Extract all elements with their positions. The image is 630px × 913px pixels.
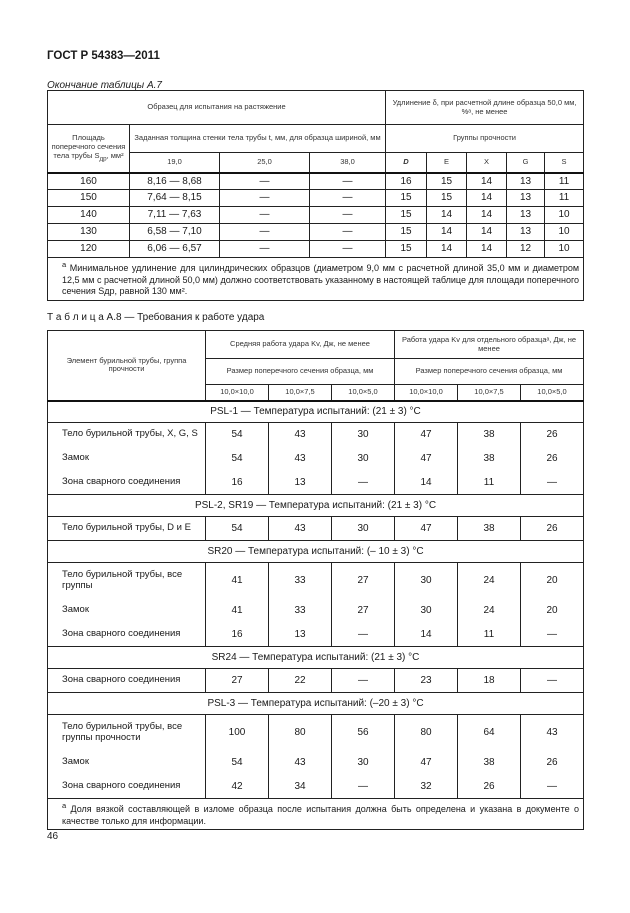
value-cell: 43 — [269, 447, 332, 471]
value-cell: 54 — [206, 423, 269, 447]
value-cell: 54 — [206, 517, 269, 541]
table-a7-footnote: $^а$ Минимальное удлинение для цилиндрических образцов (диаметром 9,0 мм с расчетной длиной 35,0 мм и диаметром 12,5 мм с расчетной длиной 50,0 мм) должно соответствовать указанному в настоящей таблице для площади поперечного сечения Sдр, равной 130 мм². — [48, 258, 584, 301]
section-title: PSL-2, SR19 — Температура испытаний: (21 ± 3) °С — [48, 495, 584, 517]
value-cell: 15 — [386, 241, 427, 258]
size-cell: 10,0×7,5 — [269, 385, 332, 401]
value-cell: 8,16 — 8,68 — [130, 173, 220, 190]
value-cell: 16 — [206, 471, 269, 495]
value-cell: 27 — [332, 563, 395, 599]
section-title: PSL-3 — Температура испытаний: (–20 ± 3) °С — [48, 693, 584, 715]
value-cell: 34 — [269, 775, 332, 799]
value-cell: 43 — [269, 751, 332, 775]
value-cell: 15 — [427, 190, 467, 207]
value-cell: 30 — [395, 563, 458, 599]
table-row — [48, 241, 584, 258]
table-row — [48, 563, 584, 599]
area-cell: 130 — [48, 224, 130, 241]
value-cell: 54 — [206, 751, 269, 775]
value-cell: 14 — [395, 623, 458, 647]
grade-cell: E — [427, 153, 467, 173]
size-cell: 10,0×5,0 — [332, 385, 395, 401]
value-cell: 14 — [467, 173, 507, 190]
value-cell: 24 — [458, 599, 521, 623]
size-cell: 10,0×10,0 — [395, 385, 458, 401]
element-cell: Тело бурильной трубы, X, G, S — [48, 423, 206, 447]
value-cell: 16 — [386, 173, 427, 190]
value-cell: 30 — [332, 447, 395, 471]
value-cell: — — [332, 669, 395, 693]
table-row — [48, 715, 584, 751]
size-cell: 10,0×10,0 — [206, 385, 269, 401]
value-cell: 38 — [458, 751, 521, 775]
value-cell: — — [310, 207, 386, 224]
value-cell: 41 — [206, 563, 269, 599]
value-cell: — — [220, 173, 310, 190]
table-row — [48, 669, 584, 693]
width-cell: 25,0 — [220, 153, 310, 173]
head-average: Средняя работа удара Kv, Дж, не менее — [206, 331, 395, 359]
value-cell: 13 — [507, 207, 545, 224]
value-cell: 6,06 — 6,57 — [130, 241, 220, 258]
value-cell: 10 — [545, 241, 584, 258]
element-cell: Замок — [48, 599, 206, 623]
value-cell: 47 — [395, 517, 458, 541]
value-cell: 13 — [507, 173, 545, 190]
value-cell: 10 — [545, 224, 584, 241]
element-cell: Зона сварного соединения — [48, 669, 206, 693]
element-cell: Тело бурильной трубы, все группы прочности — [48, 715, 206, 751]
table-a7-caption: Окончание таблицы А.7 — [47, 80, 162, 91]
value-cell: 14 — [427, 224, 467, 241]
element-cell: Тело бурильной трубы, все группы — [48, 563, 206, 599]
value-cell: 7,11 — 7,63 — [130, 207, 220, 224]
value-cell: 20 — [521, 599, 584, 623]
size-cell: 10,0×7,5 — [458, 385, 521, 401]
value-cell: 47 — [395, 447, 458, 471]
page-number: 46 — [47, 831, 59, 842]
grade-cell: X — [467, 153, 507, 173]
value-cell: 11 — [545, 173, 584, 190]
value-cell: — — [220, 190, 310, 207]
value-cell: 26 — [521, 517, 584, 541]
value-cell: — — [310, 190, 386, 207]
section-title: SR24 — Температура испытаний: (21 ± 3) °С — [48, 647, 584, 669]
value-cell: 14 — [427, 207, 467, 224]
value-cell: 15 — [386, 224, 427, 241]
head-area: Площадь поперечного сечения тела трубы $S_{др}$, мм² — [48, 125, 130, 173]
value-cell: 43 — [521, 715, 584, 751]
value-cell: 32 — [395, 775, 458, 799]
document-header: ГОСТ Р 54383—2011 — [47, 50, 160, 62]
value-cell: 16 — [206, 623, 269, 647]
element-cell: Зона сварного соединения — [48, 623, 206, 647]
value-cell: 14 — [395, 471, 458, 495]
value-cell: — — [521, 669, 584, 693]
value-cell: 14 — [427, 241, 467, 258]
value-cell: 38 — [458, 447, 521, 471]
table-a8-footnote: $^а$ Доля вязкой составляющей в изломе образца после испытания должна быть определена и указана в документе о качестве только для информации. — [48, 799, 584, 830]
value-cell: 11 — [545, 190, 584, 207]
value-cell: 22 — [269, 669, 332, 693]
value-cell: 38 — [458, 423, 521, 447]
value-cell: 24 — [458, 563, 521, 599]
value-cell: 64 — [458, 715, 521, 751]
element-cell: Тело бурильной трубы, D и E — [48, 517, 206, 541]
element-cell: Замок — [48, 447, 206, 471]
value-cell: — — [220, 207, 310, 224]
value-cell: — — [332, 623, 395, 647]
value-cell: 26 — [521, 751, 584, 775]
area-cell: 120 — [48, 241, 130, 258]
width-cell: 19,0 — [130, 153, 220, 173]
value-cell: 41 — [206, 599, 269, 623]
width-cell: 38,0 — [310, 153, 386, 173]
value-cell: 27 — [206, 669, 269, 693]
head-size: Размер поперечного сечения образца, мм — [206, 359, 395, 385]
value-cell: 43 — [269, 423, 332, 447]
head-elongation: Удлинение δ, при расчетной длине образца 50,0 мм, %ᵃ, не менее — [386, 91, 584, 125]
value-cell: 14 — [467, 207, 507, 224]
grade-cell: G — [507, 153, 545, 173]
area-cell: 150 — [48, 190, 130, 207]
grade-cell: D — [386, 153, 427, 173]
value-cell: 30 — [332, 751, 395, 775]
element-cell: Зона сварного соединения — [48, 471, 206, 495]
value-cell: — — [521, 775, 584, 799]
value-cell: 43 — [269, 517, 332, 541]
value-cell: 80 — [269, 715, 332, 751]
table-row — [48, 447, 584, 471]
value-cell: 100 — [206, 715, 269, 751]
value-cell: 54 — [206, 447, 269, 471]
value-cell: 15 — [386, 190, 427, 207]
value-cell: 56 — [332, 715, 395, 751]
value-cell: 47 — [395, 751, 458, 775]
value-cell: 18 — [458, 669, 521, 693]
value-cell: 30 — [332, 423, 395, 447]
value-cell: 11 — [458, 623, 521, 647]
table-row — [48, 623, 584, 647]
value-cell: 14 — [467, 241, 507, 258]
element-cell: Замок — [48, 751, 206, 775]
value-cell: 23 — [395, 669, 458, 693]
value-cell: — — [310, 173, 386, 190]
value-cell: — — [332, 471, 395, 495]
value-cell: 33 — [269, 563, 332, 599]
table-row — [48, 207, 584, 224]
value-cell: 80 — [395, 715, 458, 751]
area-cell: 140 — [48, 207, 130, 224]
area-cell: 160 — [48, 173, 130, 190]
table-a8-caption: Т а б л и ц а А.8 — Требования к работе удара — [47, 312, 265, 323]
table-a7 — [47, 90, 584, 301]
table-row — [48, 224, 584, 241]
table-row — [48, 775, 584, 799]
head-groups: Группы прочности — [386, 125, 584, 153]
value-cell: 26 — [521, 423, 584, 447]
section-title: PSL-1 — Температура испытаний: (21 ± 3) °С — [48, 401, 584, 423]
table-row — [48, 423, 584, 447]
head-size: Размер поперечного сечения образца, мм — [395, 359, 584, 385]
value-cell: 14 — [467, 190, 507, 207]
value-cell: 6,58 — 7,10 — [130, 224, 220, 241]
value-cell: 30 — [395, 599, 458, 623]
value-cell: — — [310, 241, 386, 258]
value-cell: — — [310, 224, 386, 241]
head-element: Элемент бурильной трубы, группа прочности — [48, 331, 206, 401]
value-cell: 7,64 — 8,15 — [130, 190, 220, 207]
value-cell: 11 — [458, 471, 521, 495]
head-single: Работа удара Kv для отдельного образцаᵃ, Дж, не менее — [395, 331, 584, 359]
section-title: SR20 — Температура испытаний: (– 10 ± 3) °С — [48, 541, 584, 563]
value-cell: 13 — [269, 623, 332, 647]
value-cell: 26 — [458, 775, 521, 799]
table-row — [48, 190, 584, 207]
table-row — [48, 173, 584, 190]
grade-cell: S — [545, 153, 584, 173]
value-cell: 30 — [332, 517, 395, 541]
value-cell: — — [220, 241, 310, 258]
value-cell: 38 — [458, 517, 521, 541]
table-a8 — [47, 330, 584, 830]
value-cell: 10 — [545, 207, 584, 224]
value-cell: — — [220, 224, 310, 241]
size-cell: 10,0×5,0 — [521, 385, 584, 401]
value-cell: — — [521, 623, 584, 647]
value-cell: 42 — [206, 775, 269, 799]
table-row — [48, 517, 584, 541]
value-cell: 33 — [269, 599, 332, 623]
head-wall: Заданная толщина стенки тела трубы t, мм, для образца шириной, мм — [130, 125, 386, 153]
value-cell: 15 — [386, 207, 427, 224]
element-cell: Зона сварного соединения — [48, 775, 206, 799]
value-cell: 27 — [332, 599, 395, 623]
value-cell: 15 — [427, 173, 467, 190]
value-cell: 13 — [507, 190, 545, 207]
value-cell: 26 — [521, 447, 584, 471]
head-sample: Образец для испытания на растяжение — [48, 91, 386, 125]
value-cell: 12 — [507, 241, 545, 258]
value-cell: 20 — [521, 563, 584, 599]
table-row — [48, 599, 584, 623]
value-cell: — — [521, 471, 584, 495]
value-cell: 14 — [467, 224, 507, 241]
table-row — [48, 471, 584, 495]
value-cell: — — [332, 775, 395, 799]
value-cell: 13 — [269, 471, 332, 495]
value-cell: 47 — [395, 423, 458, 447]
value-cell: 13 — [507, 224, 545, 241]
table-row — [48, 751, 584, 775]
